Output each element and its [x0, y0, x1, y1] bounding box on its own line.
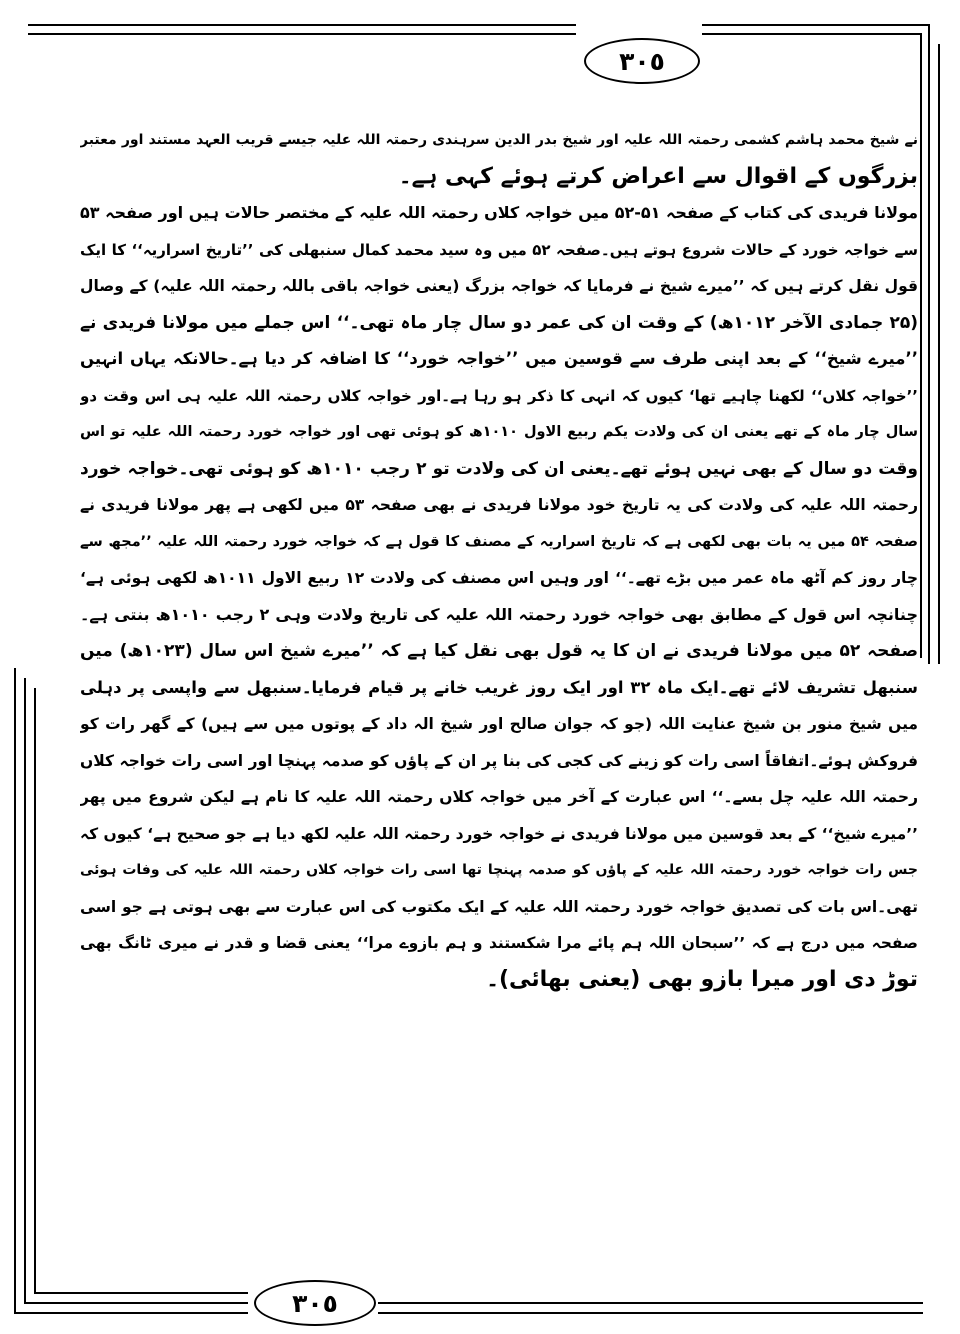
text-line: رحمتہ اللہ علیہ کی ولادت کی یہ تاریخ خود مولانا فریدی نے بھی صفحہ ۵۳ میں لکھی ہے پھر مولانا فریدی نے — [80, 496, 918, 514]
frame-left-middle — [24, 678, 26, 1304]
text-line: فروکش ہوئے۔اتفاقاً اسی رات کو زینے کی کجی کی بنا پر ان کے پاؤں کو صدمہ پہنچا اور اسی رات خواجہ کلاں — [80, 751, 918, 770]
text-line: چار روز کم آٹھ ماہ عمر میں بڑے تھے۔‘‘ اور وہیں اس مصنف کی ولادت ۱۲ ربیع الاول ۱۰۱۱ھ لکھی ہوئی ہے‘ — [80, 569, 918, 587]
text-line: قول نقل کرتے ہیں کہ ’’میرے شیخ نے فرمایا کہ خواجہ بزرگ (یعنی خواجہ باقی باللہ رحمتہ اللہ علیہ) کے وصال — [80, 277, 918, 295]
frame-top-outer — [28, 24, 576, 26]
text-line: ’’خواجہ کلاں‘‘ لکھنا چاہیے تھا‘ کیوں کہ انہی کا ذکر ہو رہا ہے۔اور خواجہ کلاں رحمتہ اللہ علیہ ہی اس وقت دو — [80, 386, 918, 405]
frame-right-middle — [920, 33, 922, 658]
text-line: مولانا فریدی کی کتاب کے صفحہ ۵۱-۵۲ میں خواجہ کلاں رحمتہ اللہ علیہ کے مختصر حالات ہیں اور صفحہ ۵۳ — [80, 203, 918, 222]
text-line: رحمتہ اللہ علیہ چل بسے۔‘‘ اس عبارت کے آخر میں خواجہ کلاں رحمتہ اللہ علیہ کا نام ہے لیکن شروع میں پھر — [80, 788, 918, 806]
page-number-top: ٣٠٥ — [584, 38, 700, 84]
text-line: نے شیخ محمد ہاشم کشمی رحمتہ اللہ علیہ اور شیخ بدر الدین سرہندی رحمتہ اللہ علیہ جیسے قریب العہد مستند اور معتبر — [80, 132, 918, 148]
page-number-bottom: ٣٠٥ — [254, 1280, 376, 1326]
text-line: ’’میرے شیخ‘‘ کے بعد قوسین میں مولانا فریدی نے خواجہ خورد رحمتہ اللہ علیہ لکھ دیا ہے جو صحیح ہے‘ کیوں کہ — [80, 824, 918, 843]
text-line: سے خواجہ خورد کے حالات شروع ہوتے ہیں۔صفحہ ۵۲ میں وہ سید محمد کمال سنبھلی کی ’’تاریخ اسراریہ‘‘ کا ایک — [80, 240, 918, 259]
frame-bottom-middle — [24, 1302, 248, 1304]
text-line: توڑ دی اور میرا بازو بھی (یعنی بھائی)۔ — [486, 966, 918, 992]
text-line: صفحہ میں درج ہے کہ ’’سبحان اللہ ہم پائے مرا شکستند و ہم بازوے مرا‘‘ یعنی قضا و قدر نے میری ٹانگ بھی — [80, 934, 918, 952]
frame-top-right-outer — [702, 24, 930, 26]
frame-top-inner — [28, 33, 576, 35]
frame-right-inner — [938, 44, 940, 664]
text-line: ’’میرے شیخ‘‘ کے بعد اپنی طرف سے قوسین میں ’’خواجہ خورد‘‘ کا اضافہ کر دیا ہے۔حالانکہ یہاں انہیں — [80, 349, 918, 368]
text-line: چنانچہ اس قول کے مطابق بھی خواجہ خورد رحمتہ اللہ علیہ کی تاریخ ولادت وہی ۲ رجب ۱۰۱۰ھ بنتی ہے۔ — [80, 604, 918, 624]
frame-bottom-right-inner — [378, 1302, 923, 1304]
text-line: سنبھل تشریف لائے تھے۔ایک ماہ ۳۲ اور ایک روز غریب خانے پر قیام فرمایا۔سنبھل سے واپسی پر دہلی — [80, 677, 918, 697]
frame-bottom-inner — [34, 1292, 248, 1294]
text-line: (۲۵ جمادی الآخر ۱۰۱۲ھ) کے وقت ان کی عمر دو سال چار ماہ تھی۔‘‘ اس جملے میں مولانا فریدی نے — [80, 312, 918, 333]
text-line: وقت دو سال کے بھی نہیں ہوئے تھے۔یعنی ان کی ولادت تو ۲ رجب ۱۰۱۰ھ کو ہوئی تھی۔خواجہ خورد — [80, 458, 918, 479]
text-line: میں شیخ منور بن شیخ عنایت اللہ (جو کہ جوان صالح اور شیخ الہ داد کے پوتوں میں سے ہیں) کے گھر رات کو — [80, 715, 918, 733]
text-line: سال چار ماہ کے تھے یعنی ان کی ولادت یکم ربیع الاول ۱۰۱۰ھ کو ہوئی تھی اور خواجہ خورد رحمتہ اللہ علیہ تو اس — [80, 424, 918, 440]
frame-bottom-right-outer — [378, 1312, 923, 1314]
frame-left-inner — [34, 688, 36, 1294]
frame-top-right-inner — [702, 33, 920, 35]
text-line: بزرگوں کے اقوال سے اعراض کرتے ہوئے کہی ہے۔ — [398, 163, 918, 189]
frame-left-outer — [14, 668, 16, 1314]
text-line: صفحہ ۵۴ میں یہ بات بھی لکھی ہے کہ تاریخ اسراریہ کے مصنف کا قول ہے کہ خواجہ خورد رحمتہ اللہ علیہ ’’مجھ سے — [80, 533, 918, 550]
text-line: صفحہ ۵۲ میں مولانا فریدی نے ان کا یہ قول بھی نقل کیا ہے کہ ’’میرے شیخ اس سال (۱۰۲۳ھ) میں — [80, 641, 918, 661]
text-line: جس رات خواجہ خورد رحمتہ اللہ علیہ کے پاؤں کو صدمہ پہنچا تھا اسی رات خواجہ کلاں رحمتہ اللہ علیہ کی وفات ہوئی — [80, 862, 918, 878]
body-text — [80, 122, 918, 998]
text-line: تھی۔اس بات کی تصدیق خواجہ خورد رحمتہ اللہ علیہ کے ایک مکتوب کی اس عبارت سے بھی ہوتی ہے جو اسی — [80, 897, 918, 916]
frame-right-outer — [928, 24, 930, 664]
frame-bottom-outer — [14, 1312, 248, 1314]
